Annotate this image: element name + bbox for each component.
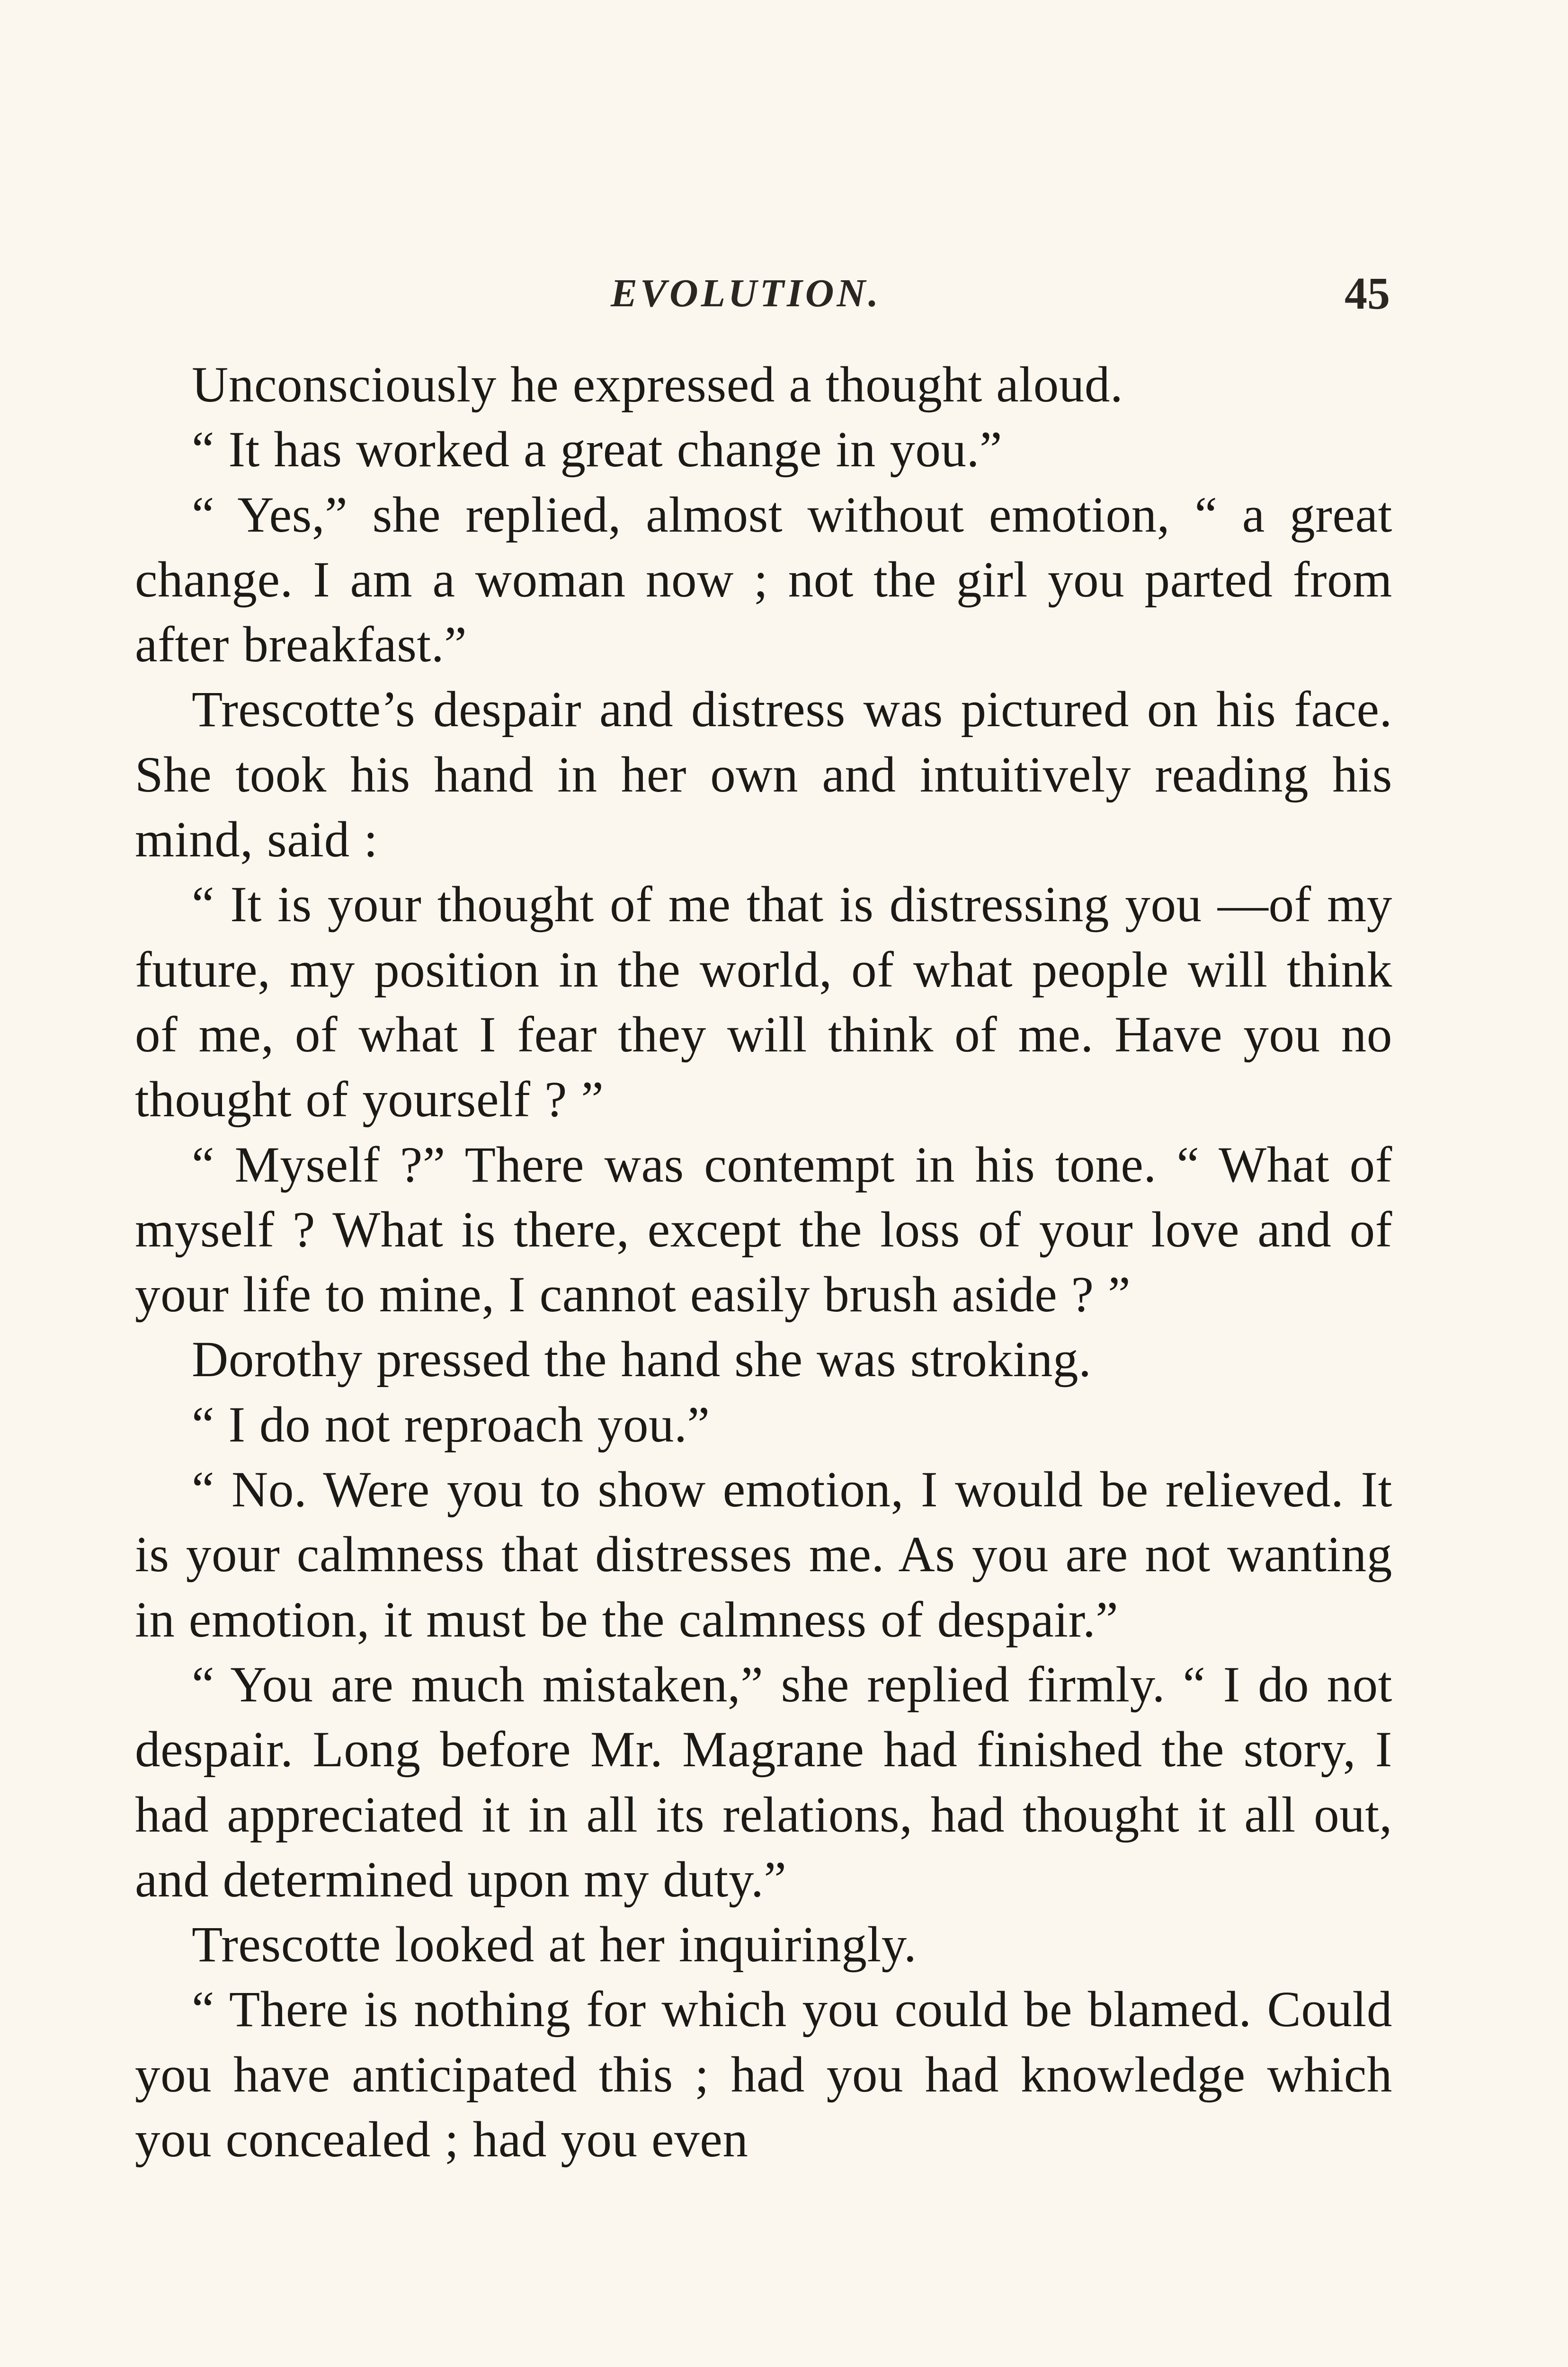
paragraph-1: Unconsciously he expressed a thought aloud. bbox=[192, 357, 1123, 413]
running-title: EVOLUTION. bbox=[611, 271, 882, 315]
paragraph-2: “ It has worked a great change in you.” bbox=[192, 422, 1003, 478]
paragraph-3: “ Yes,” she replied, almost without emotion, “ a great change. I am a woman now ; not the girl you parted from after breakfast.” bbox=[135, 487, 1392, 673]
paragraph-4: Trescotte’s despair and distress was pictured on his face. She took his hand in her own and intuitively reading his mind, said : bbox=[135, 682, 1392, 868]
paragraph-9: “ No. Were you to show emotion, I would be relieved. It is your calmness that distresses me. As you are not wanting in emotion, it must be the calmness of despair.” bbox=[135, 1462, 1392, 1648]
paragraph-6: “ Myself ?” There was contempt in his tone. “ What of myself ? What is there, except the loss of your love and of your life to mine, I cannot easily brush aside ? ” bbox=[135, 1137, 1392, 1323]
paragraph-8: “ I do not reproach you.” bbox=[192, 1397, 710, 1453]
running-head bbox=[0, 258, 1568, 329]
paragraph-12: “ There is nothing for which you could be blamed. Could you have anticipated this ; had you had knowledge which you concealed ; had you even bbox=[135, 1982, 1392, 2168]
page-number: 45 bbox=[1345, 268, 1390, 319]
paragraph-10: “ You are much mistaken,” she replied firmly. “ I do not despair. Long before Mr. Magrane had finished the story, I had appreciated it in all its relations, had thought it all out, and determined upon my duty.” bbox=[135, 1656, 1392, 1908]
paragraph-7: Dorothy pressed the hand she was stroking. bbox=[192, 1332, 1092, 1388]
paragraph-11: Trescotte looked at her inquiringly. bbox=[192, 1917, 917, 1973]
body-text bbox=[135, 353, 1392, 2172]
paragraph-5: “ It is your thought of me that is distressing you —of my future, my position in the world, of what people will think of me, of what I fear they will think of me. Have you no thought of yourself ? ” bbox=[135, 877, 1392, 1128]
